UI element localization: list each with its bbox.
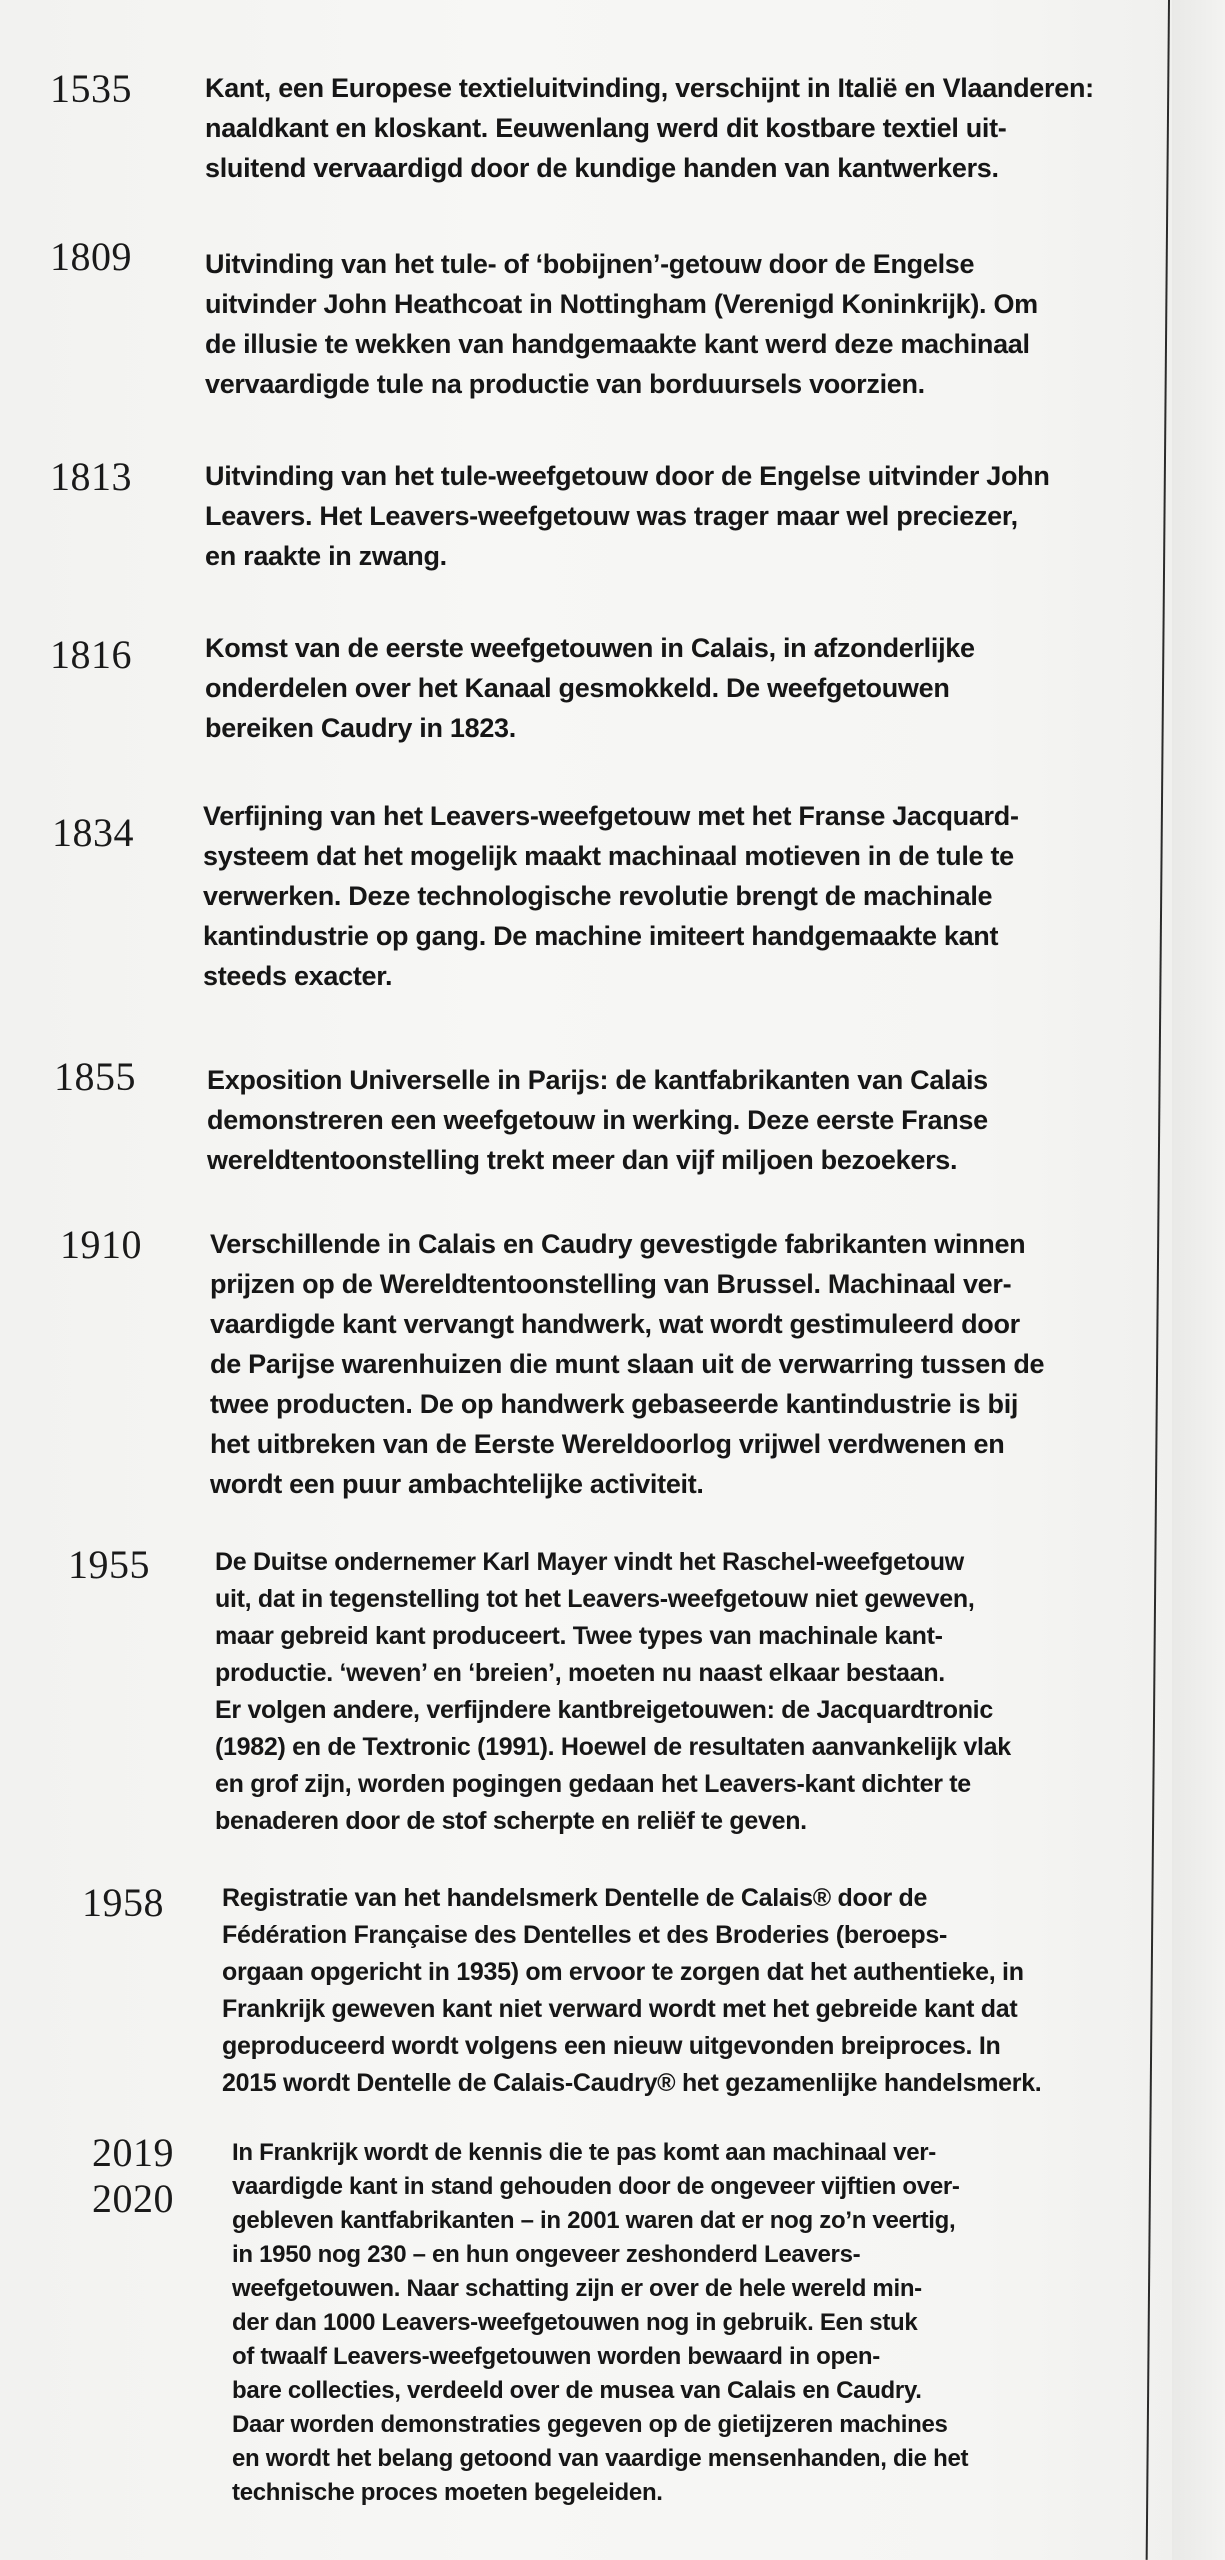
- entry-text: Kant, een Europese textieluitvinding, verschijnt in Italië en Vlaanderen: naaldkant en kloskant. Eeuwenlang werd dit kostbare textiel uit- sluitend vervaardigd door de kundige handen van kantwerkers.: [205, 73, 1094, 183]
- year-label: 1958: [82, 1880, 164, 1925]
- year-label: 1955: [68, 1542, 150, 1587]
- entry-text: Verfijning van het Leavers-weefgetouw met het Franse Jacquard- systeem dat het mogelijk maakt machinaal motieven in de tule te verwerken. Deze technologische revolutie brengt de machinale kantindustrie op gang. De machine imiteert handgemaakte kant steeds exacter.: [203, 801, 1019, 991]
- entry-text: Uitvinding van het tule- of ‘bobijnen’-getouw door de Engelse uitvinder John Heathcoat in Nottingham (Verenigd Koninkrijk). Om de illusie te wekken van handgemaakte kant werd deze machinaal vervaardigde tule na productie van borduursels voorzien.: [205, 249, 1038, 399]
- entry-text: Registratie van het handelsmerk Dentelle de Calais® door de Fédération Française des Dentelles et des Broderies (beroeps- orgaan opgericht in 1935) om ervoor te zorgen dat het authentieke, in Frankrijk geweven kant niet verward wordt met het gebreide kant dat geproduceerd wordt volgens een nieuw uitgevonden breiproces. In 2015 wordt Dentelle de Calais-Caudry® het gezamenlijke handelsmerk.: [222, 1884, 1042, 2097]
- entry-text: Exposition Universelle in Parijs: de kantfabrikanten van Calais demonstreren een weefgetouw in werking. Deze eerste Franse wereldtentoonstelling trekt meer dan vijf miljoen bezoekers.: [207, 1065, 988, 1175]
- year-label: 1809: [50, 234, 132, 279]
- year-label: 2019 2020: [92, 2130, 174, 2221]
- entry-text: Uitvinding van het tule-weefgetouw door de Engelse uitvinder John Leavers. Het Leavers-weefgetouw was trager maar wel preciezer, en raakte in zwang.: [205, 461, 1050, 571]
- year-label: 1535: [50, 66, 132, 111]
- entry-text: Verschillende in Calais en Caudry gevestigde fabrikanten winnen prijzen op de Wereldtentoonstelling van Brussel. Machinaal ver- vaardigde kant vervangt handwerk, wat wordt gestimuleerd door de Parijse warenhuizen die munt slaan uit de verwarring tussen de twee producten. De op handwerk gebaseerde kantindustrie is bij het uitbreken van de Eerste Wereldoorlog vrijwel verdwenen en wordt een puur ambachtelijke activiteit.: [210, 1229, 1045, 1499]
- year-label: 1910: [60, 1222, 142, 1267]
- year-label: 1816: [50, 632, 132, 677]
- year-label: 1813: [50, 454, 132, 499]
- entry-text: In Frankrijk wordt de kennis die te pas komt aan machinaal ver- vaardigde kant in stand gehouden door de ongeveer vijftien over- gebleven kantfabrikanten – in 2001 waren dat er nog zo’n veertig, in 1950 nog 230 – en hun ongeveer zeshonderd Leavers- weefgetouwen. Naar schatting zijn er over de hele wereld min- der dan 1000 Leavers-weefgetouwen nog in gebruik. Een stuk of twaalf Leavers-weefgetouwen worden bewaard in open- bare collecties, verdeeld over de musea van Calais en Caudry. Daar worden demonstraties gegeven op de gietijzeren machines en wordt het belang getoond van vaardige mensenhanden, die het technische proces moeten begeleiden.: [232, 2139, 969, 2506]
- year-label: 1855: [54, 1054, 136, 1099]
- entry-text: Komst van de eerste weefgetouwen in Calais, in afzonderlijke onderdelen over het Kanaal gesmokkeld. De weefgetouwen bereiken Caudry in 1823.: [205, 633, 975, 743]
- year-label: 1834: [52, 810, 134, 855]
- entry-text: De Duitse ondernemer Karl Mayer vindt het Raschel-weefgetouw uit, dat in tegenstelling tot het Leavers-weefgetouw niet geweven, maar gebreid kant produceert. Twee types van machinale kant- productie. ‘weven’ en ‘breien’, moeten nu naast elkaar bestaan. Er volgen andere, verfijndere kantbreigetouwen: de Jacquardtronic (1982) en de Textronic (1991). Hoewel de resultaten aanvankelijk vlak en grof zijn, worden pogingen gedaan het Leavers-kant dichter te benaderen door de stof scherpte en reliëf te geven.: [215, 1548, 1011, 1835]
